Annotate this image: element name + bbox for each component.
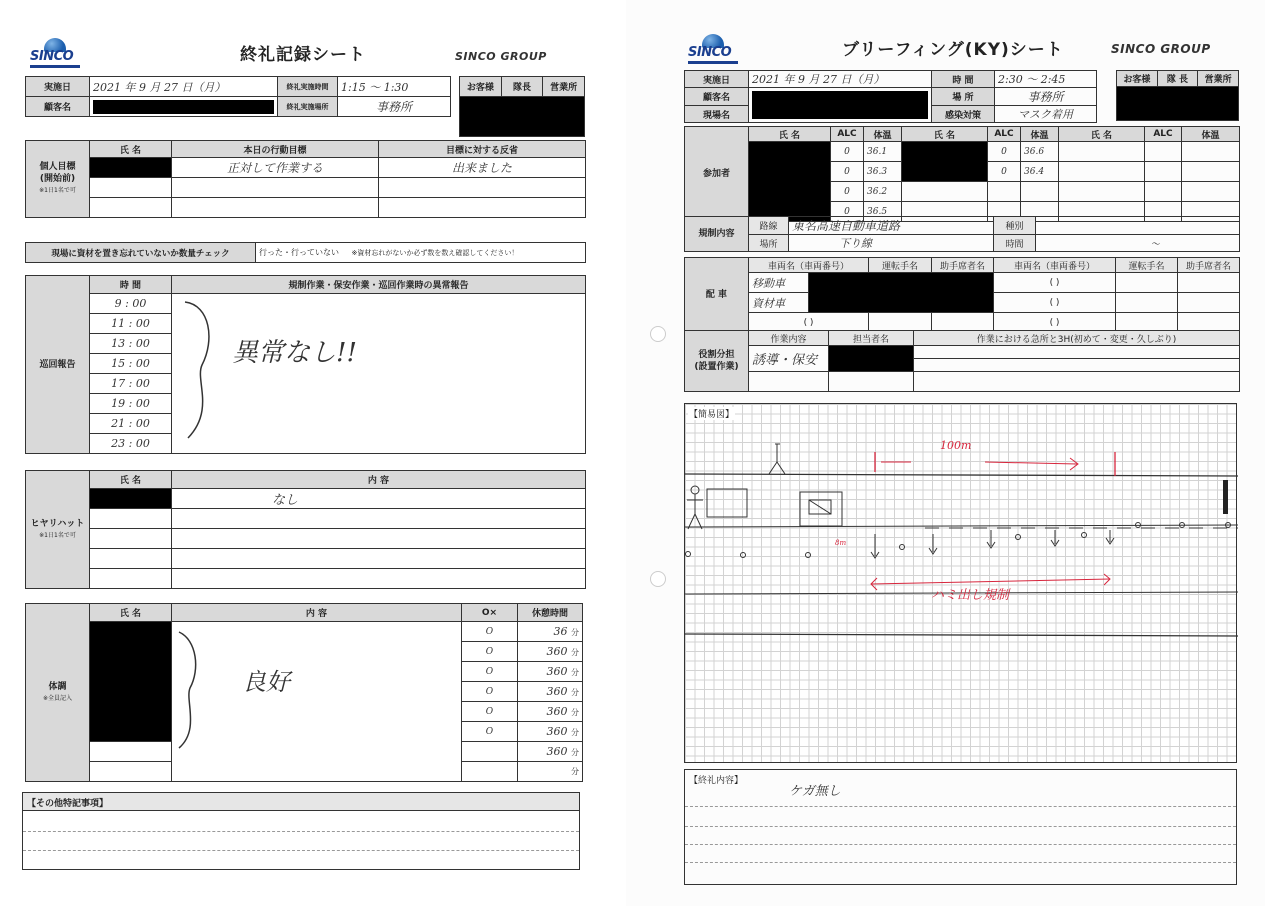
redacted-block xyxy=(829,346,914,372)
rest-unit: 分 xyxy=(571,628,579,637)
client-label: 顧客名 xyxy=(26,97,90,117)
sinco-logo: SINCO xyxy=(688,34,743,66)
closing-content-box xyxy=(684,769,1237,885)
redacted-block xyxy=(93,100,274,114)
group-logo: SINCO GROUP xyxy=(1111,42,1211,56)
temp-value: 36.2 xyxy=(864,182,902,202)
col-goal: 本日の行動目標 xyxy=(172,141,379,158)
personal-section-label: 個人目標 xyxy=(39,162,76,172)
col-content: 内 容 xyxy=(172,604,462,622)
near-miss-content: なし xyxy=(172,489,586,509)
date-label: 実施日 xyxy=(26,77,90,97)
health-content: 良好 xyxy=(172,622,462,782)
patrol-time: 23 : 00 xyxy=(90,434,172,454)
redacted-block xyxy=(749,142,831,222)
col-reflect: 目標に対する反省 xyxy=(379,141,586,158)
vehicle-name: 資材車 xyxy=(749,293,809,313)
redacted-block xyxy=(460,97,585,137)
ox-mark: O xyxy=(462,642,518,662)
col-driver: 運転手名 xyxy=(869,258,932,273)
health-table xyxy=(25,603,583,782)
ox-mark: O xyxy=(462,622,518,642)
sinco-logo: SINCO xyxy=(30,38,85,70)
patrol-time: 11 : 00 xyxy=(90,314,172,334)
diagram-label: 【簡易図】 xyxy=(688,407,735,420)
near-miss-section-note: ※1日1名で可 xyxy=(39,531,76,539)
type-label: 種別 xyxy=(994,217,1036,235)
stamp-label-client: お客様 xyxy=(1117,71,1158,87)
col-assist: 助手席者名 xyxy=(932,258,994,273)
time-label: 終礼実施時間 xyxy=(278,77,338,97)
temp-value: 36.1 xyxy=(864,142,902,162)
participants-table xyxy=(684,126,1240,222)
briefing-ky-sheet xyxy=(626,0,1265,906)
route-value: 東名高速自動車道路 xyxy=(789,217,994,235)
rest-unit: 分 xyxy=(571,648,579,657)
reflect-value: 出来ました xyxy=(379,158,586,178)
col-name: 氏 名 xyxy=(90,604,172,622)
col-ox: O× xyxy=(462,604,518,622)
cone-mark xyxy=(740,552,746,558)
redacted-block xyxy=(752,91,928,119)
other-notes-label: 【その他特記事項】 xyxy=(23,793,579,811)
vehicle-number-paren: ( ) xyxy=(994,293,1116,313)
stamp-label-client: お客様 xyxy=(460,77,502,97)
redacted-block xyxy=(90,622,172,742)
stamp-label-captain: 隊 長 xyxy=(1157,71,1198,87)
col-name: 氏 名 xyxy=(90,471,172,489)
rest-value: 360 xyxy=(546,725,568,738)
vehicle-number-paren: ( ) xyxy=(749,313,869,333)
time-label: 時間 xyxy=(994,235,1036,252)
temp-value: 36.4 xyxy=(1021,162,1059,182)
col-alc: ALC xyxy=(831,127,864,142)
rest-value: 36 xyxy=(553,625,568,638)
col-assist: 助手席者名 xyxy=(1178,258,1240,273)
patrol-report-value: 異常なし!! xyxy=(172,294,586,454)
col-rest: 休憩時間 xyxy=(518,604,583,622)
cone-mark xyxy=(899,544,905,550)
temp-value: 36.3 xyxy=(864,162,902,182)
closing-label: 【終礼内容】 xyxy=(689,776,744,786)
alc-value: 0 xyxy=(831,202,864,222)
roles-table xyxy=(684,330,1240,392)
cone-mark xyxy=(805,552,811,558)
diagram-marker: 8m xyxy=(835,539,847,547)
vehicle-table xyxy=(684,257,1240,333)
cone-mark xyxy=(1225,522,1231,528)
cone-mark xyxy=(685,551,691,557)
ox-mark: O xyxy=(462,702,518,722)
alc-value: 0 xyxy=(988,142,1021,162)
work-value: 誘導・保安 xyxy=(749,346,829,372)
simple-diagram xyxy=(684,403,1237,763)
regulation-section-label: 規制内容 xyxy=(685,217,749,252)
alc-value: 0 xyxy=(831,162,864,182)
cone-mark xyxy=(1081,532,1087,538)
col-alc: ALC xyxy=(1145,127,1182,142)
col-person: 担当者名 xyxy=(829,331,914,346)
alc-value: 0 xyxy=(831,182,864,202)
punch-hole xyxy=(650,326,666,342)
time-label: 時 間 xyxy=(932,71,995,88)
rest-unit: 分 xyxy=(571,708,579,717)
material-check-note: ※資材忘れがないか必ず数を数え確認してください！ xyxy=(351,249,519,257)
patrol-report-table xyxy=(25,275,586,454)
redacted-block xyxy=(1117,87,1239,121)
health-section-label: 体調 xyxy=(48,681,67,692)
date-label: 実施日 xyxy=(685,71,749,88)
group-logo: SINCO GROUP xyxy=(455,50,547,63)
date-value: 2021 年 9 月 27 日（月） xyxy=(749,71,932,88)
col-alc: ALC xyxy=(988,127,1021,142)
near-miss-section-label: ヒヤリハット xyxy=(30,518,85,529)
punch-hole xyxy=(650,571,666,587)
patrol-time: 17 : 00 xyxy=(90,374,172,394)
ox-mark: O xyxy=(462,722,518,742)
infection-label: 感染対策 xyxy=(932,106,995,123)
personal-section-note: ※1日1名で可 xyxy=(39,187,76,194)
col-vehicle: 車両名（車両番号） xyxy=(749,258,869,273)
alc-value: 0 xyxy=(988,162,1021,182)
rest-value: 360 xyxy=(546,665,568,678)
client-label: 顧客名 xyxy=(685,88,749,106)
personal-goal-table xyxy=(25,140,586,218)
stamp-label-captain: 隊長 xyxy=(501,77,543,97)
col-work: 作業内容 xyxy=(749,331,829,346)
col-temp: 体温 xyxy=(864,127,902,142)
closing-content: ケガ無し xyxy=(789,784,841,799)
place-value: 事務所 xyxy=(995,88,1097,106)
col-temp: 体温 xyxy=(1182,127,1240,142)
redacted-block xyxy=(902,142,988,182)
infection-value: マスク着用 xyxy=(995,106,1097,123)
patrol-time: 19 : 00 xyxy=(90,394,172,414)
brace-mark xyxy=(180,300,220,440)
near-miss-table xyxy=(25,470,586,589)
time-value: 1:15 〜 1:30 xyxy=(338,77,451,97)
date-value: 2021 年 9 月 27 日（月） xyxy=(90,77,278,97)
vehicle-section-label: 配 車 xyxy=(685,258,749,333)
stamp-table xyxy=(459,76,585,137)
col-driver: 運転手名 xyxy=(1116,258,1178,273)
redacted-block xyxy=(809,273,994,313)
col-content: 内 容 xyxy=(172,471,586,489)
vehicle-name: 移動車 xyxy=(749,273,809,293)
place-value: 事務所 xyxy=(338,97,451,117)
rest-value: 360 xyxy=(546,705,568,718)
sheet-title: ブリーフィング(KY)シート xyxy=(842,40,1064,60)
cone-mark xyxy=(1135,522,1141,528)
col-point: 作業における急所と3H(初めて・変更・久しぶり) xyxy=(914,331,1240,346)
redacted-block xyxy=(90,158,172,178)
patrol-section-label: 巡回報告 xyxy=(26,276,90,454)
stamp-table xyxy=(1116,70,1239,121)
alc-value: 0 xyxy=(831,142,864,162)
col-name: 氏 名 xyxy=(902,127,988,142)
time-value: 2:30 〜 2:45 xyxy=(995,71,1097,88)
material-check-label: 現場に資材を置き忘れていないか数量チェック xyxy=(26,243,256,263)
material-check-table xyxy=(25,242,586,263)
place-label: 場 所 xyxy=(932,88,995,106)
col-name: 氏 名 xyxy=(1059,127,1145,142)
header-table xyxy=(684,70,1097,123)
col-report: 規制作業・保安作業・巡回作業時の異常報告 xyxy=(172,276,586,294)
stamp-label-office: 営業所 xyxy=(1198,71,1239,87)
site-label: 現場名 xyxy=(685,106,749,123)
diagram-distance: 100m xyxy=(940,439,972,452)
rest-unit: 分 xyxy=(571,688,579,697)
sheet-title: 終礼記録シート xyxy=(240,45,366,65)
redacted-block xyxy=(90,489,172,509)
ox-mark: O xyxy=(462,662,518,682)
vehicle-number-paren: ( ) xyxy=(994,273,1116,293)
personal-section-sub: (開始前) xyxy=(39,174,76,184)
vehicle-number-paren: ( ) xyxy=(994,313,1116,333)
patrol-time: 21 : 00 xyxy=(90,414,172,434)
rest-unit: 分 xyxy=(571,668,579,677)
location-label: 場所 xyxy=(749,235,789,252)
other-notes-box xyxy=(22,792,580,870)
rest-unit: 分 xyxy=(571,728,579,737)
patrol-time: 13 : 00 xyxy=(90,334,172,354)
place-label: 終礼実施場所 xyxy=(278,97,338,117)
col-vehicle: 車両名（車両番号） xyxy=(994,258,1116,273)
roles-section-sub: (設置作業) xyxy=(694,362,739,372)
health-section-note: ※全員記入 xyxy=(42,694,73,702)
material-check-options: 行った・行っていない xyxy=(259,248,339,257)
rest-unit: 分 xyxy=(571,748,579,757)
diagram-note: ハミ出し規制 xyxy=(931,588,1010,603)
col-temp: 体温 xyxy=(1021,127,1059,142)
cone-mark xyxy=(1179,522,1185,528)
rest-value: 360 xyxy=(546,685,568,698)
rest-unit: 分 xyxy=(571,767,579,776)
route-label: 路線 xyxy=(749,217,789,235)
ox-mark: O xyxy=(462,682,518,702)
regulation-table xyxy=(684,216,1240,252)
temp-value: 36.6 xyxy=(1021,142,1059,162)
col-name: 氏 名 xyxy=(749,127,831,142)
rest-value: 360 xyxy=(546,645,568,658)
header-table xyxy=(25,76,451,117)
location-value: 下り線 xyxy=(789,235,994,252)
roles-section-label: 役割分担 xyxy=(698,350,735,360)
patrol-time: 9 : 00 xyxy=(90,294,172,314)
patrol-time: 15 : 00 xyxy=(90,354,172,374)
rest-value: 360 xyxy=(546,745,568,758)
temp-value: 36.5 xyxy=(864,202,902,222)
goal-value: 正対して作業する xyxy=(172,158,379,178)
brace-mark xyxy=(175,630,205,750)
cone-mark xyxy=(1015,534,1021,540)
time-separator: 〜 xyxy=(1036,235,1240,252)
participants-section-label: 参加者 xyxy=(685,127,749,222)
col-time: 時 間 xyxy=(90,276,172,294)
col-name: 氏 名 xyxy=(90,141,172,158)
closing-record-sheet xyxy=(0,0,622,906)
stamp-label-office: 営業所 xyxy=(543,77,585,97)
